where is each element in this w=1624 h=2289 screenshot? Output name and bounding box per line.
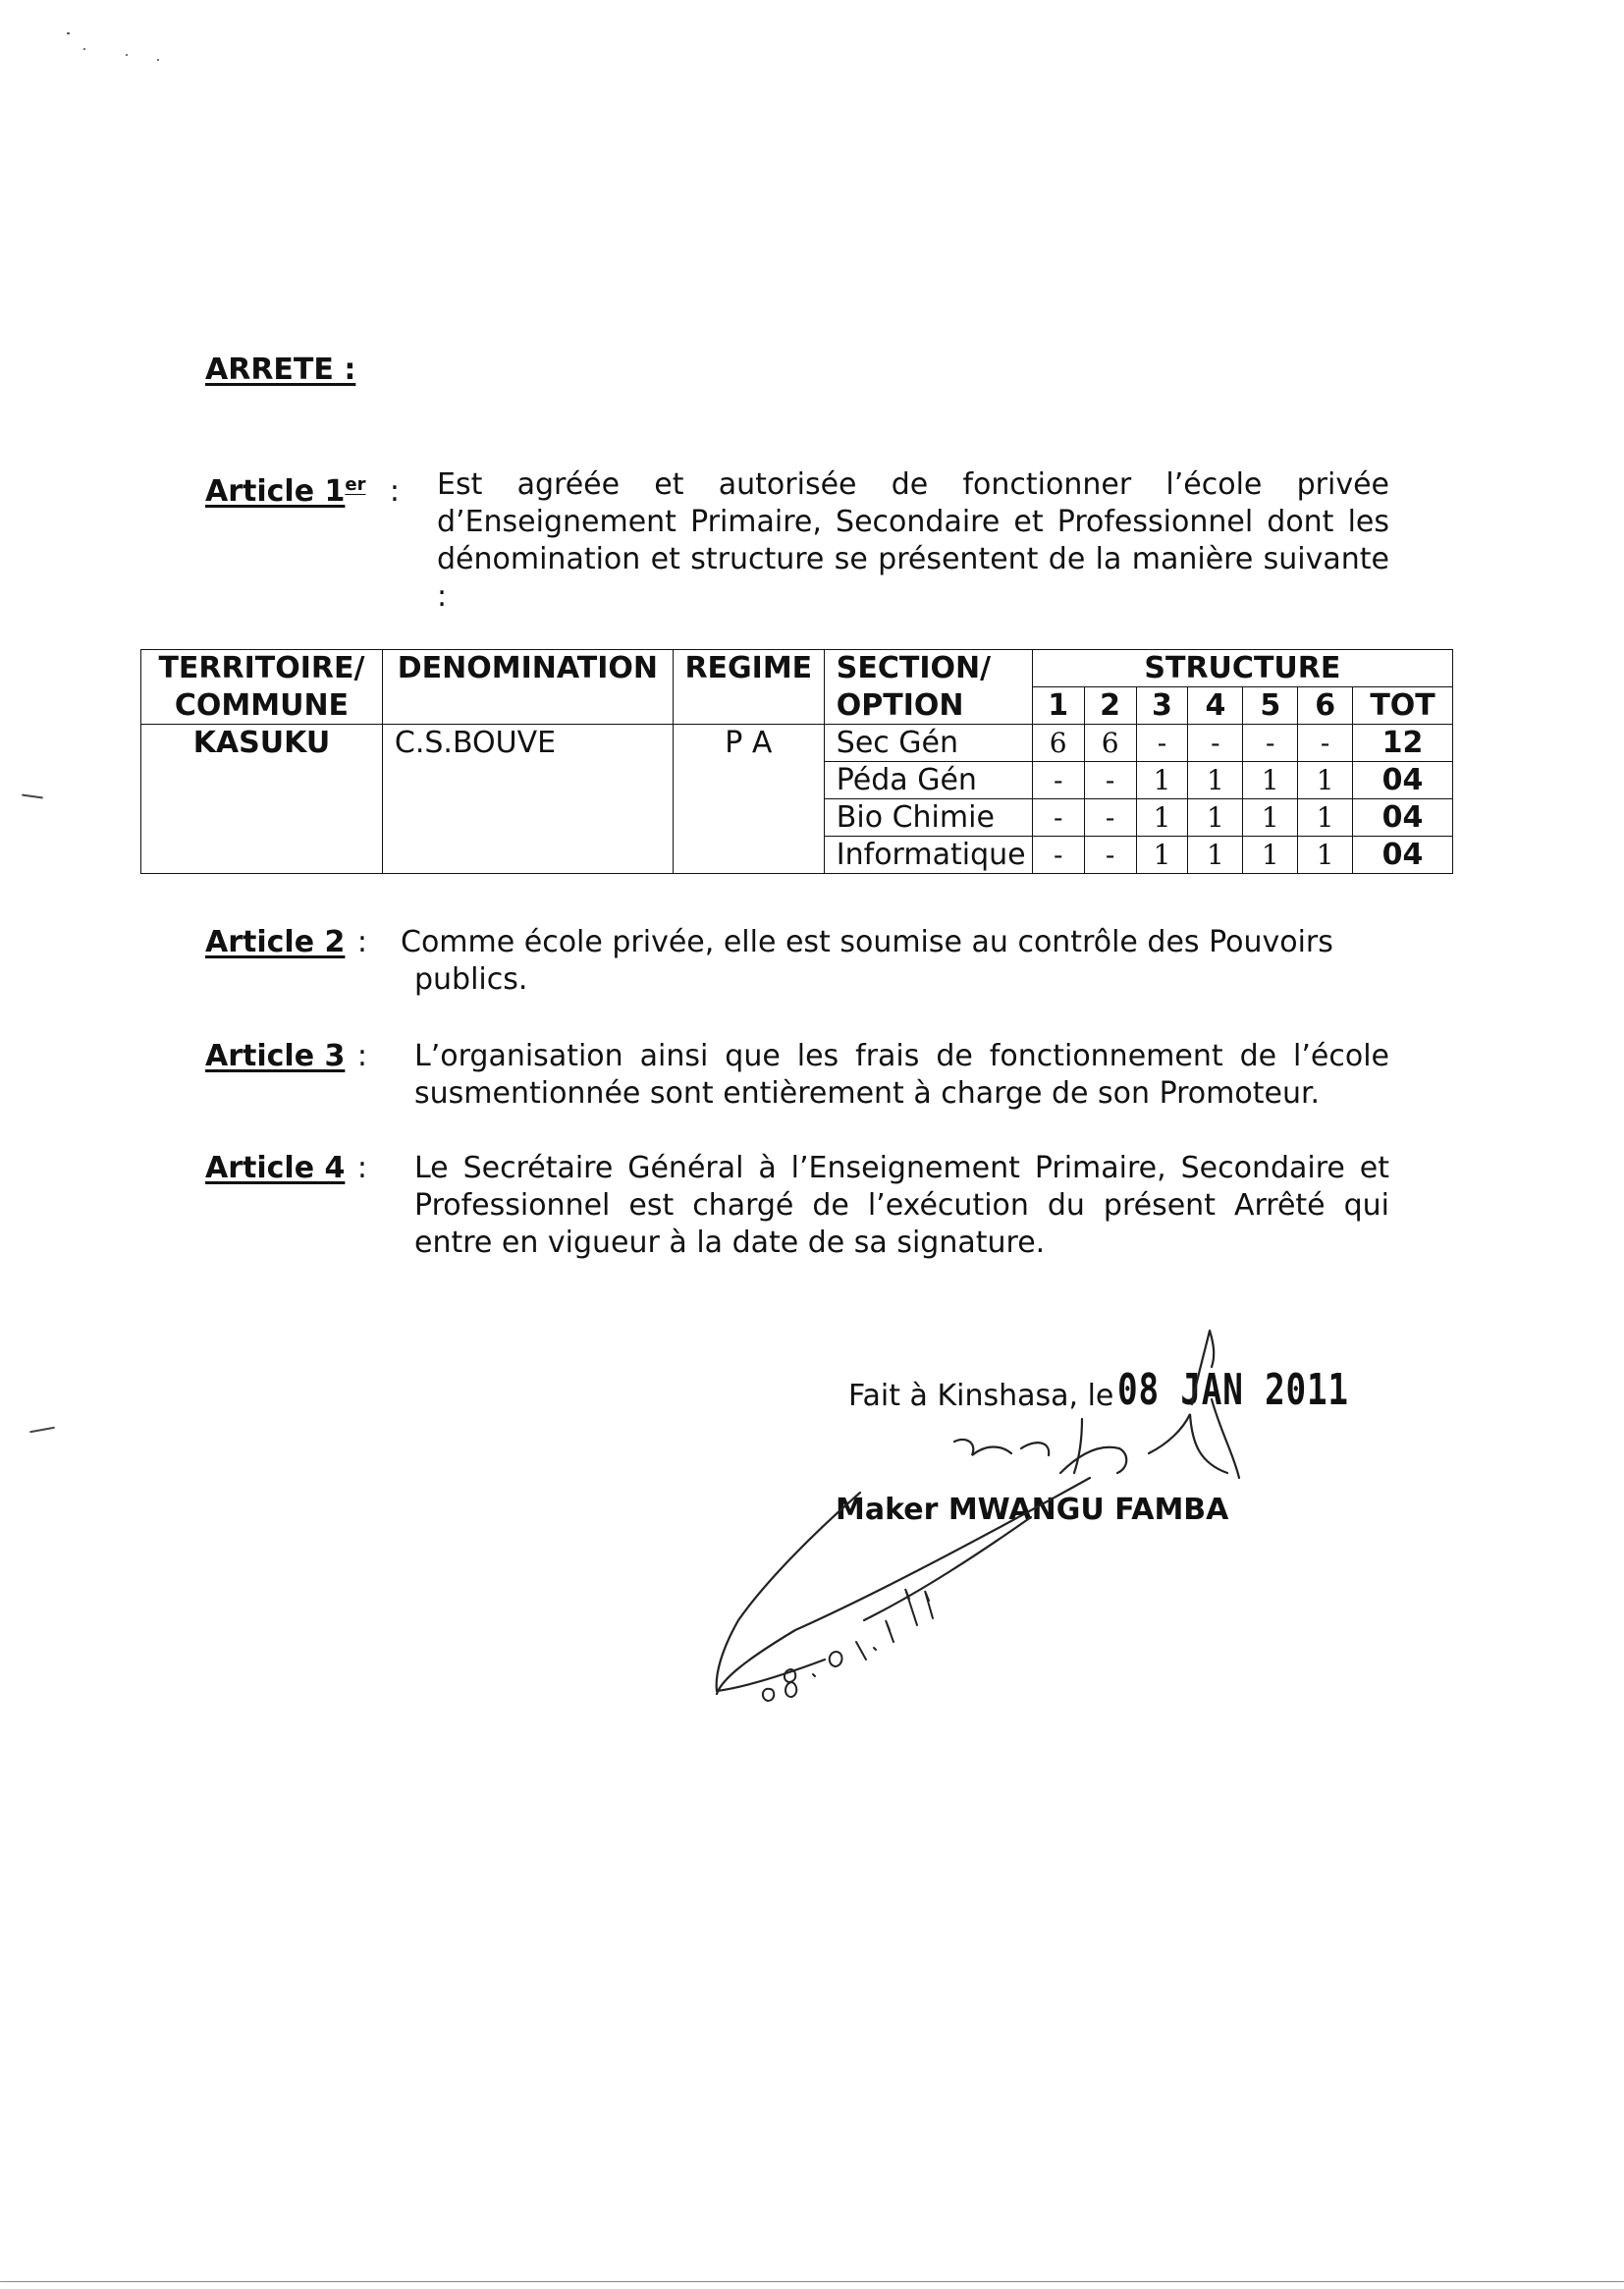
cell-total: 04: [1353, 762, 1453, 799]
header-section: SECTION/: [824, 650, 1032, 687]
header-structure: STRUCTURE: [1032, 650, 1452, 687]
article-2-line-1: Comme école privée, elle est soumise au contrôle des Pouvoirs: [401, 925, 1333, 959]
stamp-date: 08 JAN 2011: [1117, 1365, 1349, 1415]
cell-value: 6: [1084, 725, 1136, 762]
cell-value: -: [1188, 725, 1243, 762]
article-4-text: Le Secrétaire Général à l’Enseignement Primaire, Secondaire et Professionnel est chargé de l’exécution du présent Arrêté qui entre en vigueur à la date de sa signature.: [414, 1151, 1389, 1260]
article-1-colon: :: [389, 474, 401, 509]
cell-value: -: [1032, 762, 1084, 799]
cell-value: -: [1243, 725, 1298, 762]
cell-regime: P A: [673, 725, 824, 874]
cell-value: 1: [1188, 837, 1243, 874]
cell-option: Péda Gén: [824, 762, 1032, 799]
cell-value: 1: [1136, 799, 1188, 837]
cell-option: Bio Chimie: [824, 799, 1032, 837]
article-4-label-text: Article 4: [205, 1151, 346, 1185]
header-denomination: DENOMINATION: [382, 650, 673, 687]
header-col-6: 6: [1298, 687, 1353, 725]
header-col-4: 4: [1188, 687, 1243, 725]
article-3-label-text: Article 3: [205, 1039, 346, 1073]
cell-value: -: [1084, 799, 1136, 837]
header-col-5: 5: [1243, 687, 1298, 725]
cell-option: Informatique: [824, 837, 1032, 874]
header-col-3: 3: [1136, 687, 1188, 725]
cell-value: 1: [1188, 762, 1243, 799]
article-3-text: L’organisation ainsi que les frais de fonctionnement de l’école susmentionnée sont entièrement à charge de son Promoteur.: [414, 1039, 1389, 1111]
article-2-line-2: publics.: [414, 962, 528, 997]
cell-denomination: C.S.BOUVE: [382, 725, 673, 874]
signature-place: Fait à Kinshasa, le: [848, 1379, 1114, 1413]
article-4-colon: :: [356, 1151, 367, 1185]
page-heading: ARRETE :: [205, 353, 356, 387]
article-2-colon: :: [356, 925, 367, 959]
cell-value: 1: [1243, 837, 1298, 874]
signatory-name: Maker MWANGU FAMBA: [836, 1493, 1229, 1527]
cell-value: 6: [1032, 725, 1084, 762]
article-3-colon: :: [356, 1039, 367, 1073]
cell-value: -: [1298, 725, 1353, 762]
article-1-text: Est agréée et autorisée de fonctionner l’école privée d’Enseignement Primaire, Secondaire et Professionnel dont les dénomination et structure se présentent de la manière suivante :: [437, 467, 1389, 614]
cell-total: 04: [1353, 799, 1453, 837]
header-regime: REGIME: [673, 650, 824, 687]
header-col-2: 2: [1084, 687, 1136, 725]
article-1-sup: er: [345, 474, 366, 495]
cell-value: 1: [1298, 837, 1353, 874]
header-col-1: 1: [1032, 687, 1084, 725]
article-1-label-text: Article 1: [205, 474, 346, 509]
cell-value: -: [1032, 837, 1084, 874]
cell-value: 1: [1243, 762, 1298, 799]
article-2-label-text: Article 2: [205, 925, 346, 959]
cell-value: -: [1136, 725, 1188, 762]
cell-value: 1: [1298, 762, 1353, 799]
cell-value: -: [1084, 837, 1136, 874]
cell-total: 12: [1353, 725, 1453, 762]
header-col-tot: TOT: [1353, 687, 1453, 725]
header-option: OPTION: [824, 687, 1032, 725]
cell-option: Sec Gén: [824, 725, 1032, 762]
cell-value: 1: [1188, 799, 1243, 837]
cell-value: 1: [1298, 799, 1353, 837]
cell-value: 1: [1136, 837, 1188, 874]
cell-value: -: [1032, 799, 1084, 837]
cell-territoire: KASUKU: [141, 725, 383, 874]
cell-value: 1: [1243, 799, 1298, 837]
header-territoire: TERRITOIRE/: [141, 650, 383, 687]
cell-value: -: [1084, 762, 1136, 799]
cell-total: 04: [1353, 837, 1453, 874]
cell-value: 1: [1136, 762, 1188, 799]
header-commune: COMMUNE: [141, 687, 383, 725]
